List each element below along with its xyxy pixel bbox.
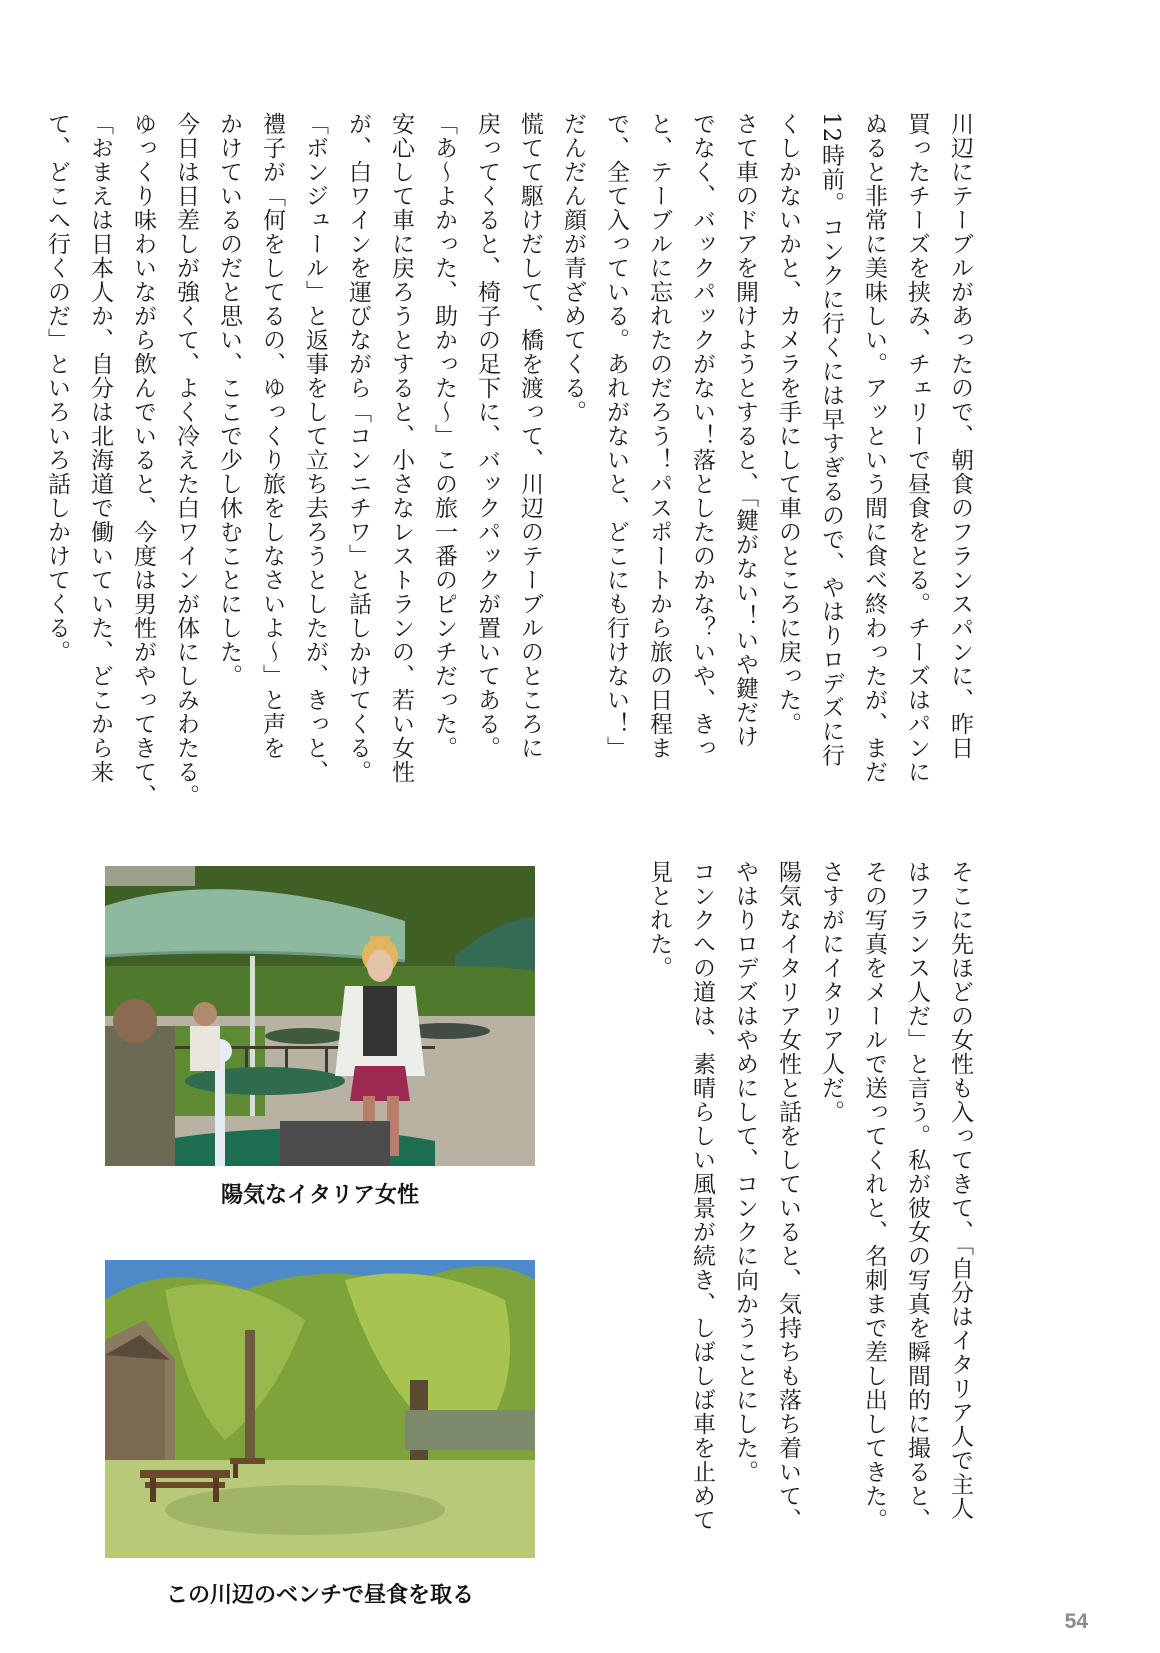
body-text-top: 川辺にテーブルがあったので、朝食のフランスパンに、昨日 買ったチーズを挟み、チェリーで昼食をとる。チーズはパンに ぬると非常に美味しい。アッという間に食べ終わったが、まだ 12時前。コンクに行くには早すぎるので、やはりロデズに行 くしかないかと、カメラを手にして車のところに戻った。 さて車のドアを開けようとすると、「鍵がない！いや鍵だけ でなく、バックパックがない！落としたのかな？いや、きっ と、テーブルに忘れたのだろう！パスポートから旅の日程ま で、全て入っている。あれがないと、どこにも行けない！」 だんだん顔が青ざめてくる。 慌てて駆けだして、橋を渡って、川辺のテーブルのところに 戻ってくると、椅子の足下に、バックパックが置いてある。 「あ～よかった、助かった～」この旅一番のピンチだった。 安心して車に戻ろうとすると、小さなレストランの、若い女性 が、白ワインを運びながら「コンニチワ」と話しかけてくる。 「ボンジュール」と返事をして立ち去ろうとしたが、きっと、 禮子が「何をしてるの、ゆっくり旅をしなさいよ～」と声を かけているのだと思い、ここで少し休むことにした。 今日は日差しが強くて、よく冷えた白ワインが体にしみわたる。 ゆっくり味わいながら飲んでいると、今度は男性がやってきて、 「おまえは日本人か、自分は北海道で働いていた、どこから来 て、どこへ行くのだ」といろいろ話しかけてくる。 xyxy=(44,112,973,808)
photo-caption-2: この川辺のベンチで昼食を取る xyxy=(165,1583,474,1608)
body-text-bottom: そこに先ほどの女性も入ってきて、「自分はイタリア人で主人 はフランス人だ」と言う。私が彼女の写真を瞬間的に撮ると、 その写真をメールで送ってくれと、名刺まで差し出してきた。 さすがにイタリア人だ。 陽気なイタリア女性と話をしていると、気持ちも落ち着いて、 やはりロデズはやめにして、コンクに向かうことにした。 コンクへの道は、素晴らしい風景が続き、しばしば車を止めて 見とれた。 xyxy=(646,860,973,1532)
page-number: 54 xyxy=(1064,1610,1088,1633)
photo-riverside-bench xyxy=(105,1260,535,1558)
riverside-bench-image xyxy=(105,1260,535,1558)
photo-caption-1: 陽気なイタリア女性 xyxy=(220,1183,419,1208)
photo-cafe-terrace xyxy=(105,866,535,1166)
cafe-terrace-image xyxy=(105,866,535,1166)
